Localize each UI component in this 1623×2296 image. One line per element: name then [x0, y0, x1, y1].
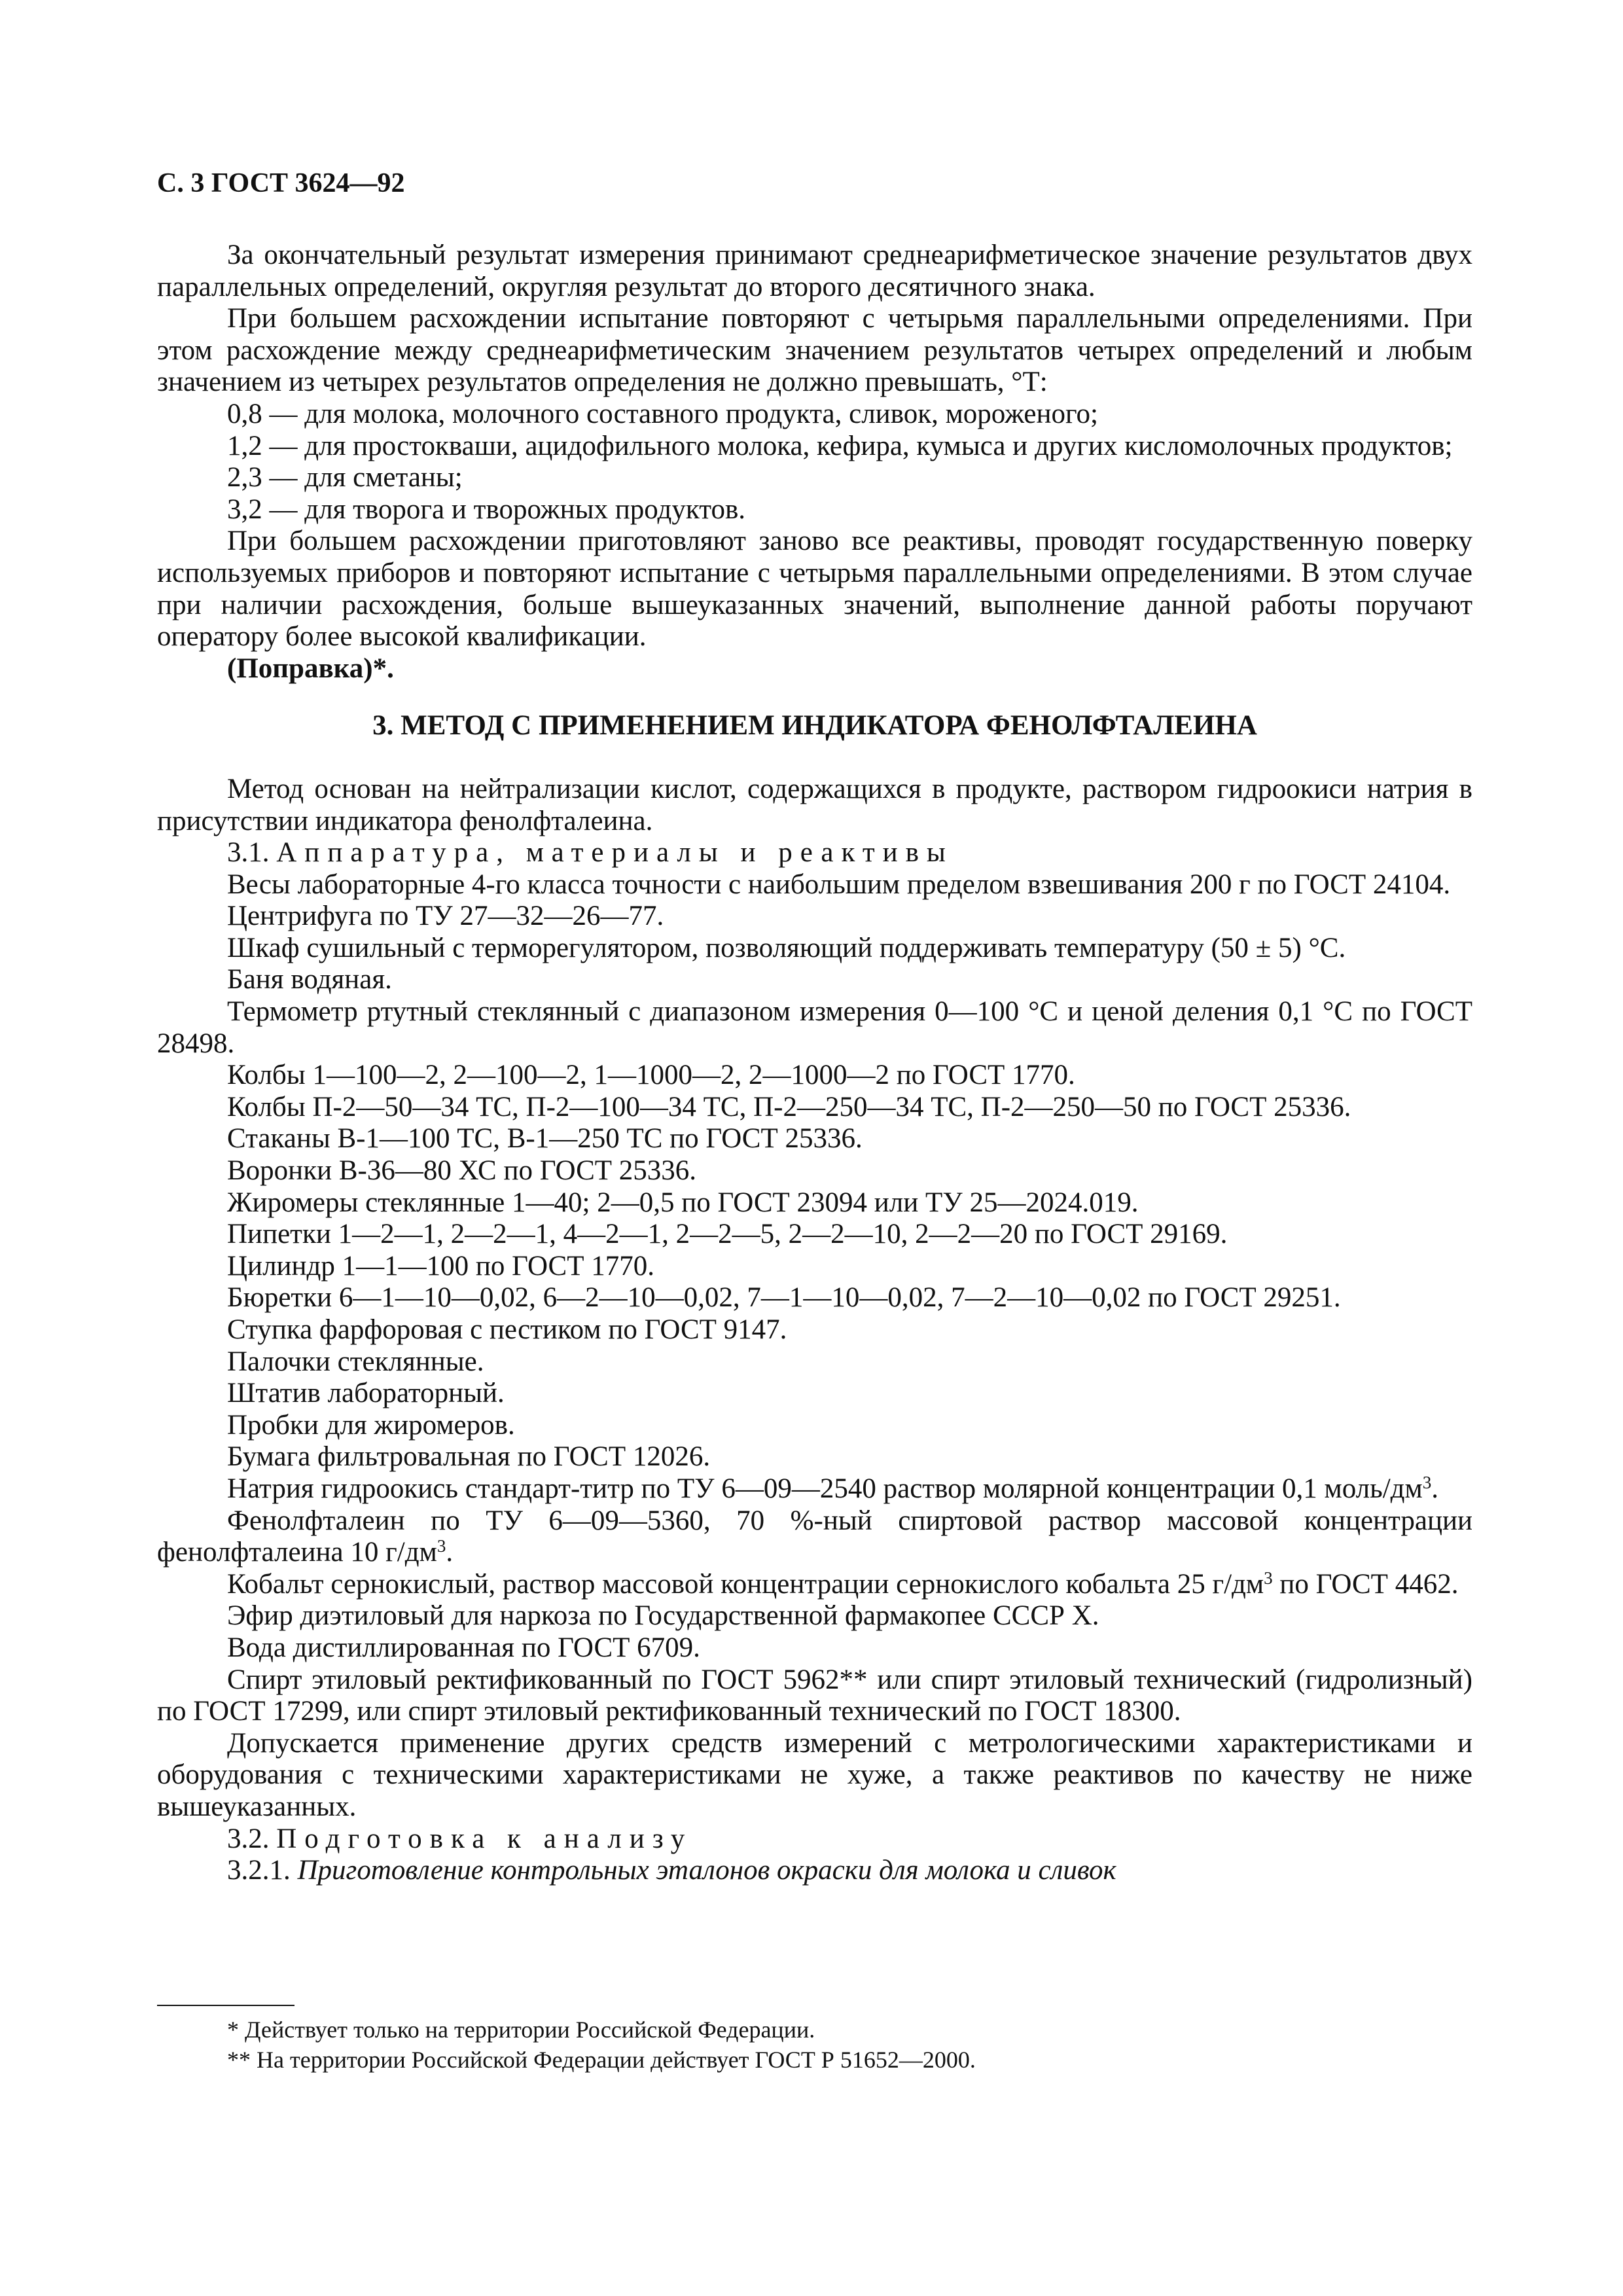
paragraph: Метод основан на нейтрализации кислот, содержащихся в продукте, раствором гидроокиси натрия в присутствии индикатора фенолфталеина.	[157, 773, 1472, 836]
equipment-item: Бюретки 6—1—10—0,02, 6—2—10—0,02, 7—1—10—0,02, 7—2—10—0,02 по ГОСТ 29251.	[227, 1282, 1341, 1314]
subsection-number: 3.1.	[227, 837, 277, 869]
subsection-number: 3.2.	[227, 1823, 277, 1854]
reagent-item	[157, 1505, 1472, 1569]
equipment-item: Колбы 1—100—2, 2—100—2, 1—1000—2, 2—1000—2 по ГОСТ 1770.	[227, 1060, 1075, 1091]
footnote: * Действует только на территории Российской Федерации.	[227, 2017, 815, 2043]
reagent-text: Фенолфталеин по ТУ 6—09—5360, 70 %-ный спиртовой раствор массовой концентрации фенолфталеина 10 г/дм	[157, 1505, 1472, 1568]
equipment-item: Весы лабораторные 4-го класса точности с наибольшим пределом взвешивания 200 г по ГОСТ 24104.	[227, 869, 1451, 900]
equipment-item: Баня водяная.	[227, 964, 392, 996]
paragraph: При большем расхождении приготовляют заново все реактивы, проводят государственную поверку используемых приборов и повторяют испытание с четырьмя параллельными определениями. В этом случае при наличии расхождения, больше вышеуказанных значений, выполнение данной работы поручают оператору более высокой квалификации.	[157, 526, 1472, 653]
equipment-item: Бумага фильтровальная по ГОСТ 12026.	[227, 1441, 711, 1473]
equipment-item: Колбы П-2—50—34 ТС, П-2—100—34 ТС, П-2—250—34 ТС, П-2—250—50 по ГОСТ 25336.	[227, 1091, 1351, 1122]
list-item: 1,2 — для простокваши, ацидофильного молока, кефира, кумыса и других кисломолочных продуктов;	[227, 430, 1453, 461]
equipment-item: Палочки стеклянные.	[227, 1346, 484, 1377]
equipment-item: Стаканы В-1—100 ТС, В-1—250 ТС по ГОСТ 25336.	[227, 1123, 863, 1155]
footnote-divider	[157, 2005, 294, 2006]
reagent-item: Спирт этиловый ректификованный по ГОСТ 5962** или спирт этиловый технический (гидролизный) по ГОСТ 17299, или спирт этиловый ректификованный технический по ГОСТ 18300.	[157, 1664, 1472, 1727]
equipment-item: Воронки В-36—80 ХС по ГОСТ 25336.	[227, 1155, 697, 1187]
subsection-heading	[157, 1823, 1472, 1856]
equipment-item: Термометр ртутный стеклянный с диапазоном измерения 0—100 °С и ценой деления 0,1 °С по ГОСТ 28498.	[157, 996, 1472, 1059]
list-item: 2,3 — для сметаны;	[227, 462, 463, 493]
paragraph: Допускается применение других средств измерений с метрологическими характеристиками и оборудования с техническими характеристиками не хуже, а также реактивов по качеству не ниже вышеуказанных.	[157, 1727, 1472, 1822]
footnote: ** На территории Российской Федерации действует ГОСТ Р 51652—2000.	[227, 2047, 976, 2073]
equipment-item: Центрифуга по ТУ 27—32—26—77.	[227, 901, 664, 932]
subsection-number: 3.2.1.	[227, 1855, 298, 1886]
subsection-heading	[157, 1855, 1472, 1887]
footnotes	[157, 2015, 1472, 2075]
subsection-title: Подготовка к анализу	[276, 1823, 693, 1854]
amendment-note: (Поправка)*.	[227, 653, 394, 684]
reagent-text-end: .	[446, 1537, 454, 1568]
equipment-item: Пробки для жиромеров.	[227, 1409, 515, 1441]
reagent-item	[157, 1569, 1472, 1601]
equipment-item: Ступка фарфоровая с пестиком по ГОСТ 9147.	[227, 1314, 787, 1345]
reagent-item: Вода дистиллированная по ГОСТ 6709.	[227, 1632, 700, 1663]
reagent-text-end: .	[1431, 1473, 1438, 1504]
subsection-title: Аппаратура, материалы и реактивы	[276, 837, 954, 869]
list-item: 3,2 — для творога и творожных продуктов.	[227, 493, 745, 525]
superscript: 3	[437, 1536, 446, 1556]
reagent-text: Кобальт сернокислый, раствор массовой концентрации сернокислого кобальта 25 г/дм	[227, 1568, 1264, 1600]
list-item: 0,8 — для молока, молочного составного продукта, сливок, мороженого;	[227, 398, 1098, 429]
subsection-heading	[157, 837, 1472, 869]
paragraph: За окончательный результат измерения принимают среднеарифметическое значение результатов двух параллельных определений, округляя результат до второго десятичного знака.	[157, 240, 1472, 302]
equipment-item: Жиромеры стеклянные 1—40; 2—0,5 по ГОСТ 23094 или ТУ 25—2024.019.	[227, 1187, 1139, 1218]
page-header: С. 3 ГОСТ 3624—92	[157, 168, 405, 198]
subsection-title: Приготовление контрольных эталонов окраски для молока и сливок	[297, 1855, 1116, 1886]
equipment-item: Пипетки 1—2—1, 2—2—1, 4—2—1, 2—2—5, 2—2—10, 2—2—20 по ГОСТ 29169.	[227, 1219, 1228, 1250]
reagent-item: Эфир диэтиловый для наркоза по Государственной фармакопее СССР X.	[227, 1600, 1099, 1632]
reagent-text-end: по ГОСТ 4462.	[1272, 1568, 1459, 1600]
equipment-item: Штатив лабораторный.	[227, 1378, 505, 1409]
paragraph: При большем расхождении испытание повторяют с четырьмя параллельными определениями. При этом расхождение между среднеарифметическим значением результатов четырех определений и любым значением из четырех результатов определения не должно превышать, °Т:	[157, 303, 1472, 398]
equipment-item: Шкаф сушильный с терморегулятором, позволяющий поддерживать температуру (50 ± 5) °С.	[227, 932, 1346, 963]
section-heading: 3. МЕТОД С ПРИМЕНЕНИЕМ ИНДИКАТОРА ФЕНОЛФТАЛЕИНА	[372, 710, 1257, 742]
reagent-item	[157, 1473, 1472, 1505]
superscript: 3	[1422, 1472, 1432, 1492]
document-body	[157, 240, 1472, 1887]
reagent-text: Натрия гидроокись стандарт-титр по ТУ 6—09—2540 раствор молярной концентрации 0,1 моль/дм	[227, 1473, 1423, 1504]
superscript: 3	[1264, 1568, 1273, 1588]
equipment-item: Цилиндр 1—1—100 по ГОСТ 1770.	[227, 1250, 654, 1282]
